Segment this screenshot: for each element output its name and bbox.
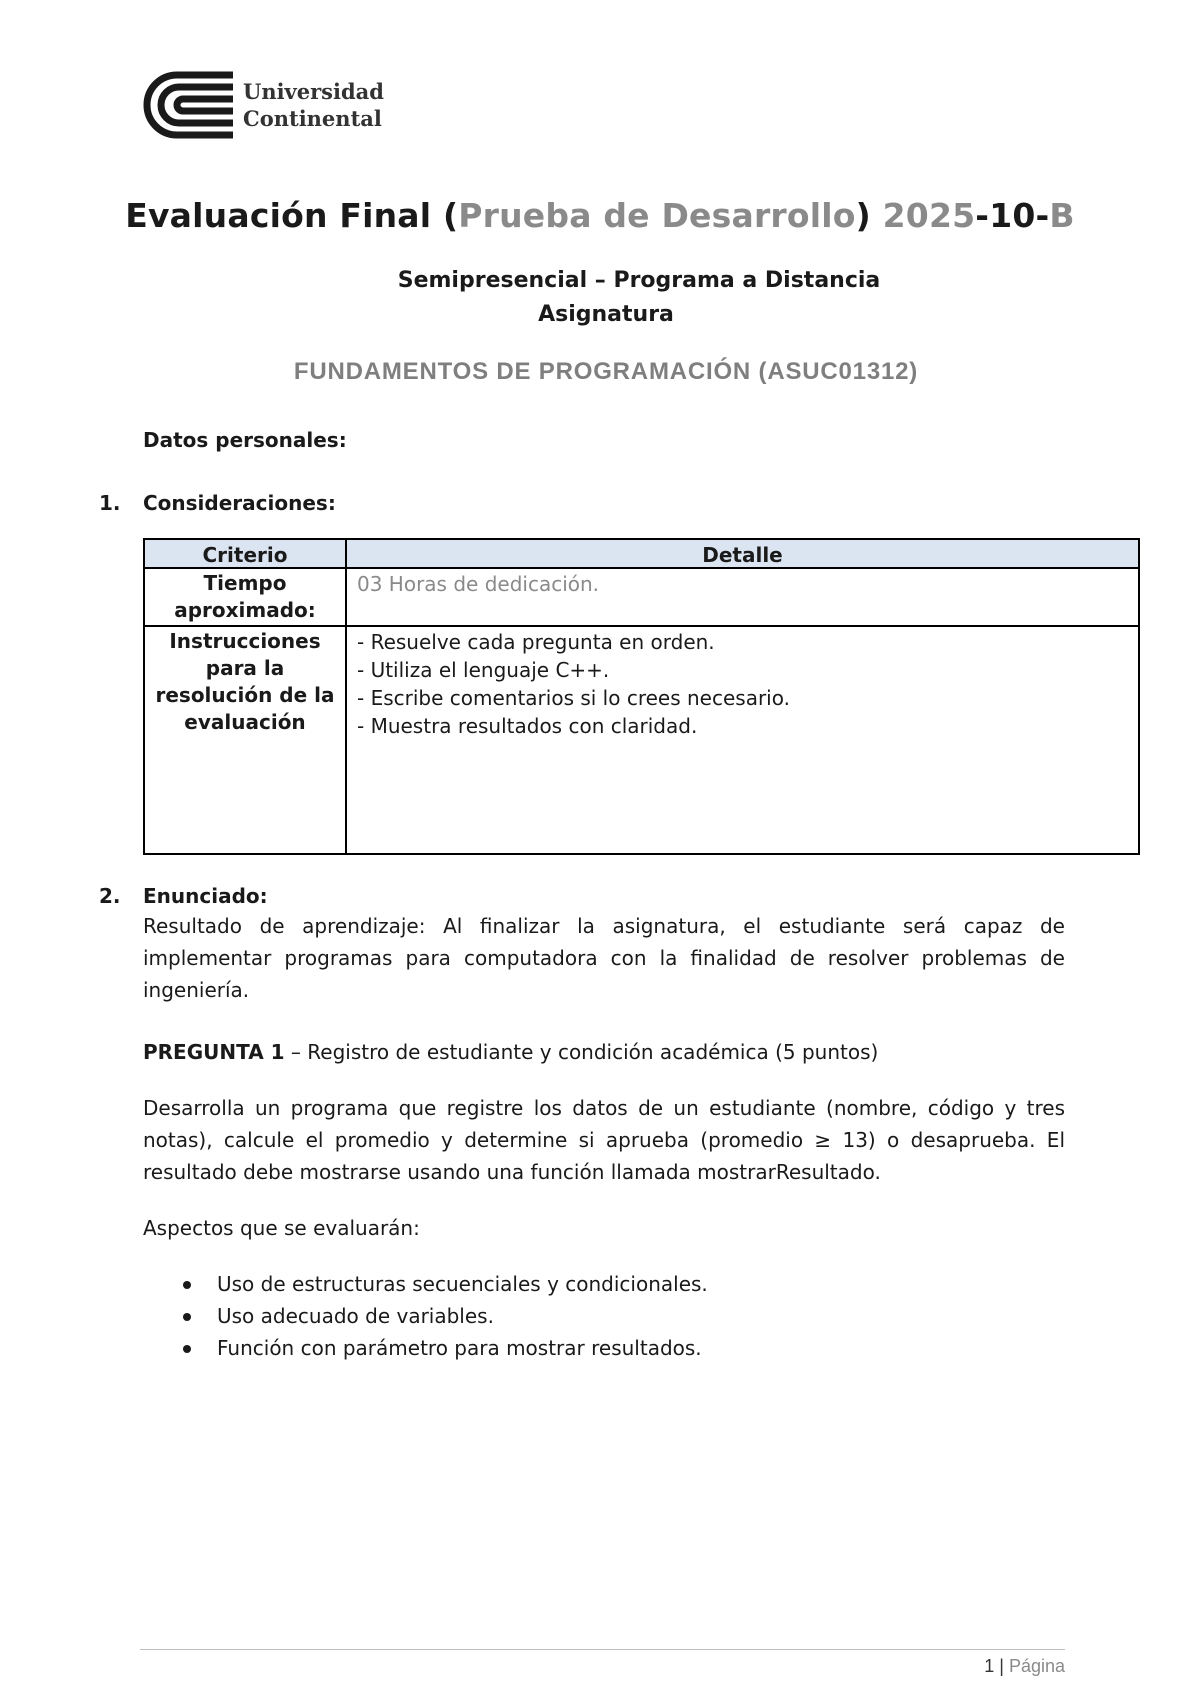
- table-row: [144, 568, 1139, 626]
- considerations-table: [143, 538, 1140, 855]
- instruction-item: - Utiliza el lenguaje C++.: [357, 658, 610, 682]
- aspect-text: Uso de estructuras secuenciales y condicionales.: [217, 1272, 708, 1296]
- university-logo: [143, 70, 393, 140]
- list-item: [143, 1300, 1043, 1332]
- section-2-label: Enunciado:: [143, 884, 268, 908]
- instruction-item: - Resuelve cada pregunta en orden.: [357, 630, 715, 654]
- footer-divider: [140, 1649, 1065, 1650]
- subject-label: Asignatura: [538, 302, 674, 327]
- list-item: [143, 1268, 1043, 1300]
- course-name: FUNDAMENTOS DE PROGRAMACIÓN (ASUC01312): [293, 358, 919, 385]
- list-item: [143, 1332, 1043, 1364]
- page-footer: [984, 1656, 1065, 1677]
- university-logo-icon: [143, 71, 235, 139]
- logo-text: [243, 78, 384, 132]
- title-group: B: [1049, 196, 1075, 235]
- detail-cell: 03 Horas de dedicación.: [346, 568, 1139, 626]
- aspect-text: Uso adecuado de variables.: [217, 1304, 494, 1328]
- title-period: -10-: [975, 196, 1050, 235]
- aspects-list: [143, 1268, 1043, 1364]
- logo-line-2: Continental: [243, 106, 382, 131]
- bullet-icon: [183, 1281, 191, 1289]
- question-heading: [143, 1036, 1065, 1068]
- aspect-text: Función con parámetro para mostrar resultados.: [217, 1336, 702, 1360]
- modality: Semipresencial – Programa a Distancia: [397, 268, 881, 293]
- bullet-icon: [183, 1345, 191, 1353]
- page-label: Página: [1008, 1656, 1065, 1676]
- personal-data-label: Datos personales:: [143, 428, 347, 452]
- table-header-row: [144, 539, 1139, 568]
- page-title: [0, 196, 1200, 235]
- title-main: Evaluación Final (: [125, 196, 459, 235]
- footer-separator: |: [994, 1656, 1009, 1676]
- title-year: 2025: [882, 196, 976, 235]
- question-title: PREGUNTA 1: [143, 1040, 285, 1064]
- section-1-number: 1.: [99, 491, 121, 515]
- question-subtitle: – Registro de estudiante y condición académica (5 puntos): [284, 1040, 879, 1064]
- section-2-number: 2.: [99, 884, 121, 908]
- table-row: [144, 626, 1139, 854]
- header-criteria: Criterio: [144, 539, 346, 568]
- logo-line-1: Universidad: [243, 79, 384, 104]
- section-1-label: Consideraciones:: [143, 491, 336, 515]
- header-detail: Detalle: [346, 539, 1139, 568]
- title-type: Prueba de Desarrollo: [458, 196, 856, 235]
- detail-cell: [346, 626, 1139, 854]
- aspects-label: Aspectos que se evaluarán:: [143, 1216, 420, 1240]
- instruction-item: - Muestra resultados con claridad.: [357, 714, 698, 738]
- question-body: Desarrolla un programa que registre los datos de un estudiante (nombre, código y tres notas), calcule el promedio y determine si aprueba (promedio ≥ 13) o desaprueba. El resultado debe mostrarse usando una función llamada mostrarResultado.: [143, 1096, 1065, 1184]
- bullet-icon: [183, 1313, 191, 1321]
- criteria-cell: Instrucciones para la resolución de la evaluación: [144, 626, 346, 854]
- instruction-item: - Escribe comentarios si lo crees necesario.: [357, 686, 790, 710]
- criteria-cell: Tiempo aproximado:: [144, 568, 346, 626]
- learning-outcome: Resultado de aprendizaje: Al finalizar la asignatura, el estudiante será capaz de implementar programas para computadora con la finalidad de resolver problemas de ingeniería.: [143, 914, 1065, 1002]
- page-number: 1: [984, 1656, 995, 1676]
- title-paren: ): [855, 196, 883, 235]
